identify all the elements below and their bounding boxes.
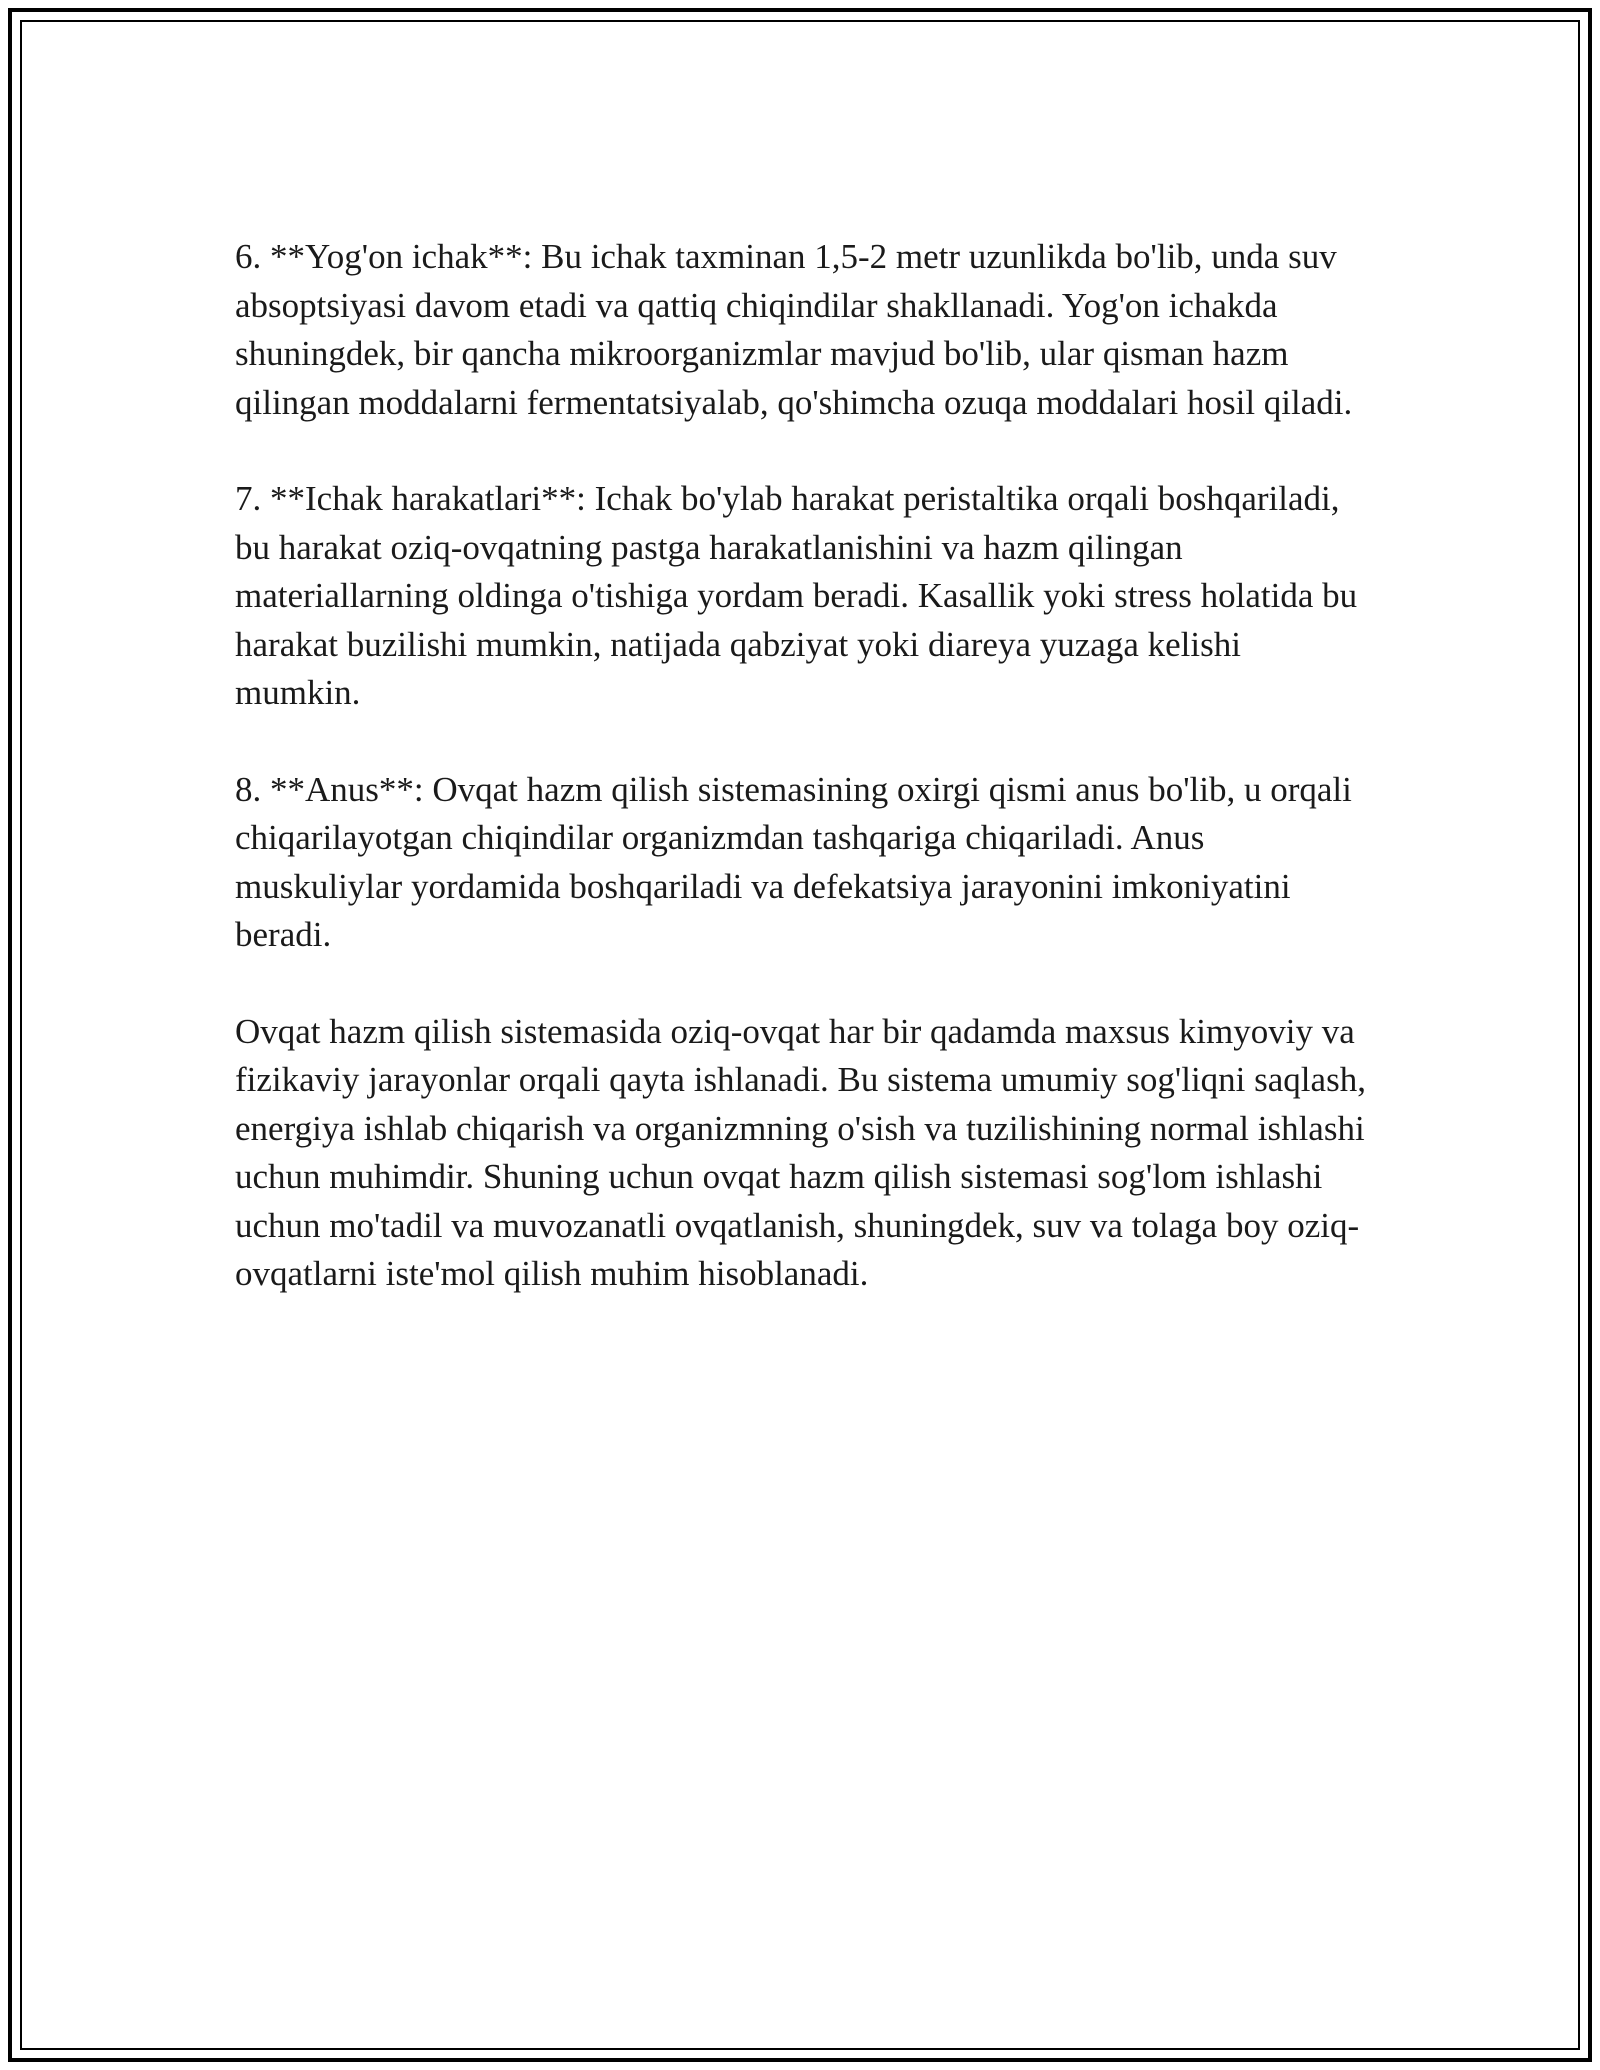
paragraph-anus: 8. **Anus**: Ovqat hazm qilish sistemasining oxirgi qismi anus bo'lib, u orqali chiqarilayotgan chiqindilar organizmdan tashqariga chiqariladi. Anus muskuliylar yordamida boshqariladi va defekatsiya jarayonini imkoniyatini beradi. [235, 769, 1352, 954]
document-body [235, 233, 1370, 1347]
paragraph-ichak-harakatlari: 7. **Ichak harakatlari**: Ichak bo'ylab harakat peristaltika orqali boshqariladi, bu harakat oziq-ovqatning pastga harakatlanishini va hazm qilingan materiallarning oldinga o'tishiga yordam beradi. Kasallik yoki stress holatida bu harakat buzilishi mumkin, natijada qabziyat yoki diareya yuzaga kelishi mumkin. [235, 479, 1358, 712]
paragraph-conclusion: Ovqat hazm qilish sistemasida oziq-ovqat har bir qadamda maxsus kimyoviy va fizikaviy jarayonlar orqali qayta ishlanadi. Bu sistema umumiy sog'liqni saqlash, energiya ishlab chiqarish va organizmning o'sish va tuzilishining normal ishlashi uchun muhimdir. Shuning uchun ovqat hazm qilish sistemasi sog'lom ishlashi uchun mo'tadil va muvozanatli ovqatlanish, shuningdek, suv va tolaga boy oziq-ovqatlarni iste'mol qilish muhim hisoblanadi. [235, 1011, 1366, 1293]
paragraph-yogon-ichak: 6. **Yog'on ichak**: Bu ichak taxminan 1,5-2 metr uzunlikda bo'lib, unda suv absoptsiyasi davom etadi va qattiq chiqindilar shakllanadi. Yog'on ichakda shuningdek, bir qancha mikroorganizmlar mavjud bo'lib, ular qisman hazm qilingan moddalarni fermentatsiyalab, qo'shimcha ozuqa moddalari hosil qiladi. [235, 237, 1353, 422]
